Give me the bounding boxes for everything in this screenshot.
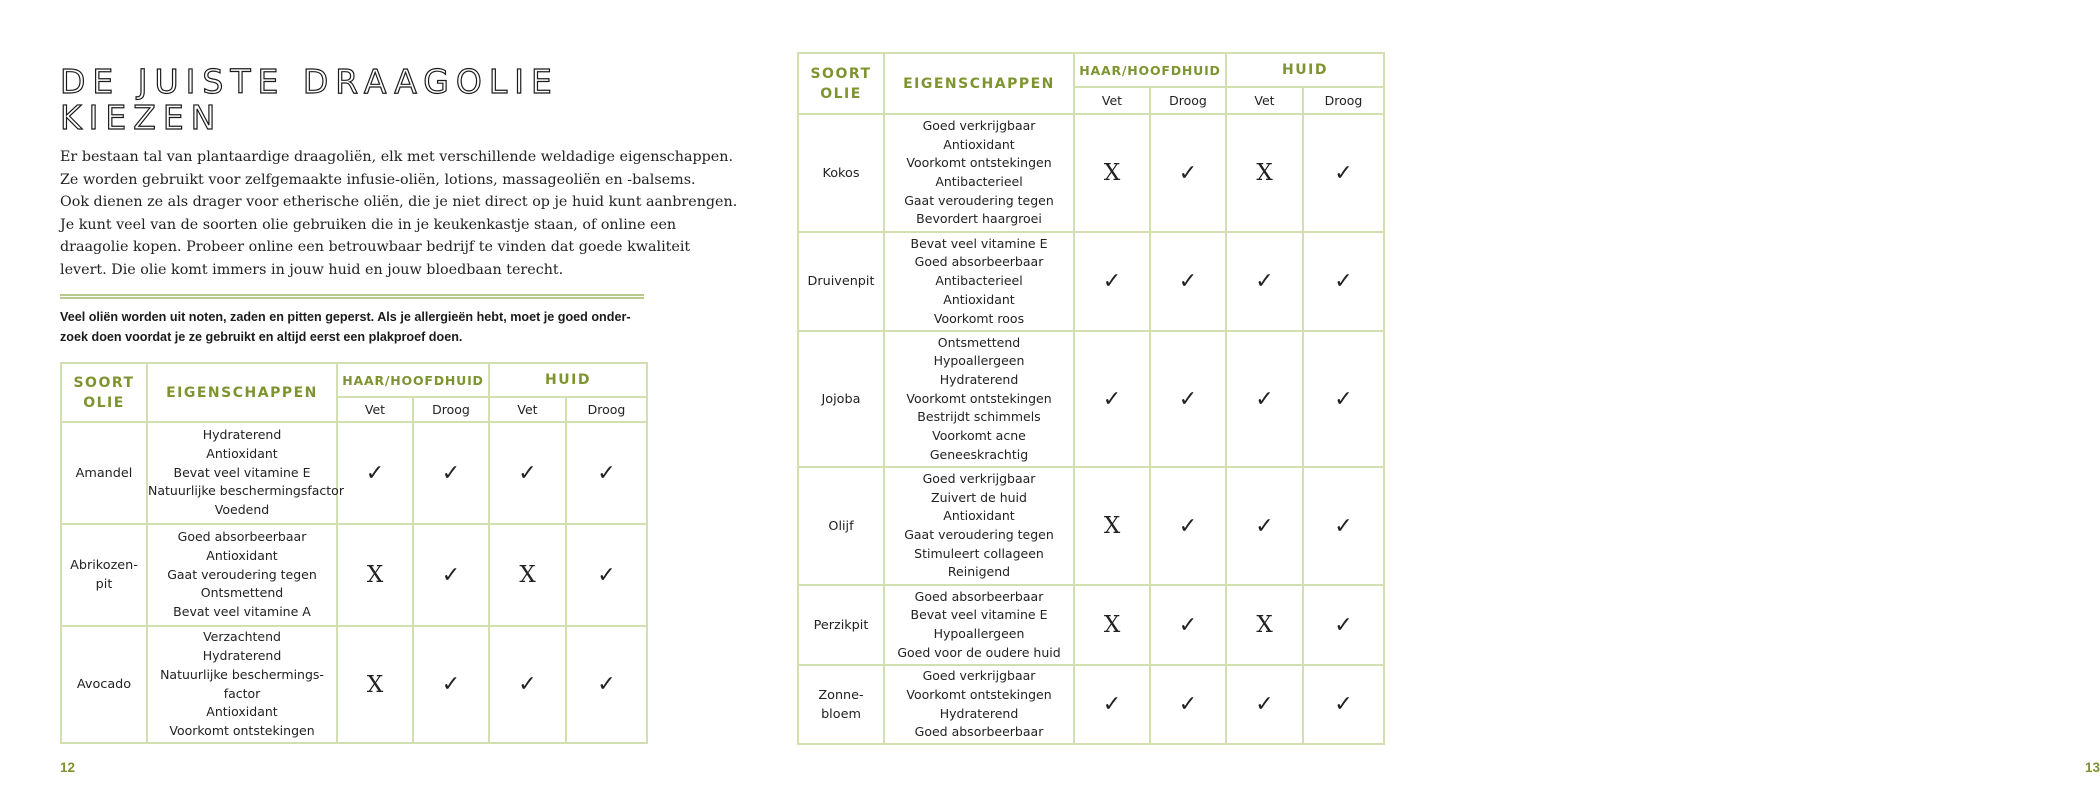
check-mark: ✓: [413, 626, 489, 743]
table-row: [61, 422, 647, 524]
oil-name: [61, 524, 147, 626]
col-header-oil-line: OLIE: [83, 394, 125, 411]
intro-line: Ook dienen ze als drager voor etherische oliën, die je niet direct op je huid kunt aanbrengen.: [60, 194, 738, 210]
oil-name-line: bloem: [821, 706, 861, 722]
property-item: Antioxidant: [943, 291, 1015, 307]
property-item: Antibacterieel: [935, 273, 1023, 289]
oil-name-line: Perzikpit: [813, 617, 869, 633]
oil-name: [798, 467, 884, 585]
oil-table-left: [60, 362, 648, 744]
oil-table-right: [797, 52, 1385, 745]
check-mark: ✓: [1150, 232, 1226, 331]
oil-name-line: Kokos: [822, 165, 860, 181]
property-item: Natuurlijke beschermingsfactor: [148, 483, 344, 499]
property-item: Zuivert de huid: [931, 489, 1027, 505]
check-mark: ✓: [1074, 331, 1150, 467]
table-row: [798, 114, 1384, 232]
property-item: factor: [223, 685, 261, 701]
property-item: Bevat veel vitamine A: [173, 604, 311, 620]
properties-cell: [884, 467, 1074, 585]
table-row: [61, 626, 647, 743]
property-item: Goed absorbeerbaar: [914, 588, 1044, 604]
col-header-oil-line: OLIE: [820, 85, 862, 102]
property-item: Hydraterend: [939, 705, 1019, 721]
title-line: KIEZEN: [60, 98, 223, 137]
check-mark: ✓: [1226, 232, 1303, 331]
cross-mark: X: [337, 524, 413, 626]
check-mark: ✓: [1150, 467, 1226, 585]
col-header-props: EIGENSCHAPPEN: [147, 363, 337, 422]
sub-header-vet: Vet: [337, 397, 413, 422]
cross-mark: X: [1226, 585, 1303, 665]
sub-header-vet: Vet: [489, 397, 566, 422]
properties-cell: [147, 422, 344, 524]
page-title: [60, 64, 660, 136]
check-mark: ✓: [489, 626, 566, 743]
property-item: Bevordert haargroei: [916, 211, 1042, 227]
property-item: Voorkomt ontstekingen: [906, 686, 1052, 702]
sub-header-droog: Droog: [1150, 87, 1226, 114]
sub-header-droog: Droog: [566, 397, 647, 422]
oil-name: [61, 422, 147, 524]
property-item: Hypoallergeen: [933, 353, 1025, 369]
properties-cell: [884, 585, 1074, 665]
property-item: Bevat veel vitamine E: [910, 607, 1048, 623]
col-header-oil: [798, 53, 884, 114]
check-mark: ✓: [1150, 114, 1226, 232]
property-item: Goed voor de oudere huid: [897, 644, 1061, 660]
check-mark: ✓: [1226, 467, 1303, 585]
oil-name: [798, 232, 884, 331]
oil-name-line: Zonne-: [818, 687, 864, 703]
oil-name: [798, 331, 884, 467]
intro-line: draagolie kopen. Probeer online een betrouwbaar bedrijf te vinden dat goede kwaliteit: [60, 239, 691, 255]
oil-name-line: Abrikozen-: [70, 558, 138, 573]
col-group-skin: HUID: [1226, 53, 1384, 87]
property-item: Gaat veroudering tegen: [904, 527, 1054, 542]
property-item: Goed verkrijgbaar: [922, 470, 1036, 486]
sub-header-droog: Droog: [413, 397, 489, 422]
property-item: Voedend: [214, 502, 270, 518]
property-item: Hydraterend: [939, 371, 1019, 387]
property-item: Ontsmettend: [200, 585, 284, 601]
table-row: [61, 524, 647, 626]
oil-name-line: pit: [95, 577, 113, 592]
property-item: Goed absorbeerbaar: [177, 529, 307, 545]
property-item: Hydraterend: [202, 648, 282, 664]
property-item: Voorkomt roos: [933, 310, 1025, 326]
table-row: [798, 232, 1384, 331]
note-line: zoek doen voordat je ze gebruikt en altijd eerst een plakproef doen.: [60, 330, 463, 344]
oil-name-line: Amandel: [75, 465, 133, 481]
table-row: [798, 331, 1384, 467]
property-item: Natuurlijke beschermings-: [160, 666, 324, 682]
property-item: Gaat veroudering tegen: [904, 192, 1054, 208]
divider-rule: [60, 294, 644, 299]
intro-line: levert. Die olie komt immers in jouw huid en jouw bloedbaan terecht.: [60, 261, 564, 278]
col-group-hair: HAAR/HOOFDHUID: [1074, 53, 1226, 87]
property-item: Bestrijdt schimmels: [917, 409, 1041, 425]
oil-name: [61, 626, 147, 743]
intro-line: Ze worden gebruikt voor zelfgemaakte infusie-oliën, lotions, massageoliën en -balsems.: [60, 171, 696, 188]
check-mark: ✓: [413, 422, 489, 524]
note-line: Veel oliën worden uit noten, zaden en pitten geperst. Als je allergieën hebt, moet je goed onder-: [60, 310, 631, 324]
oil-name-line: Olijf: [828, 518, 854, 534]
check-mark: ✓: [1226, 331, 1303, 467]
check-mark: ✓: [1303, 585, 1384, 665]
table-row: [798, 467, 1384, 585]
table-row: [798, 585, 1384, 665]
col-header-props: EIGENSCHAPPEN: [884, 53, 1074, 114]
sub-header-droog: Droog: [1303, 87, 1384, 114]
property-item: Verzachtend: [203, 629, 281, 645]
property-item: Voorkomt ontstekingen: [169, 722, 315, 738]
col-group-hair: HAAR/HOOFDHUID: [337, 363, 489, 397]
property-item: Ontsmettend: [937, 334, 1021, 350]
table-row: [798, 665, 1384, 744]
property-item: Voorkomt acne: [932, 428, 1026, 444]
cross-mark: X: [1074, 467, 1150, 585]
cross-mark: X: [489, 524, 566, 626]
check-mark: ✓: [1074, 232, 1150, 331]
property-item: Antioxidant: [943, 508, 1015, 524]
intro-line: Er bestaan tal van plantaardige draagoliën, elk met verschillende weldadige eigenschappen.: [60, 149, 734, 165]
properties-cell: [147, 524, 337, 626]
property-item: Hydraterend: [202, 427, 282, 443]
check-mark: ✓: [1150, 665, 1226, 744]
property-item: Antioxidant: [943, 136, 1015, 152]
oil-name: [798, 114, 884, 232]
sub-header-vet: Vet: [1226, 87, 1303, 114]
col-header-oil-line: SOORT: [73, 374, 135, 391]
col-header-oil-line: SOORT: [810, 65, 872, 82]
check-mark: ✓: [489, 422, 566, 524]
property-item: Antioxidant: [206, 445, 278, 461]
property-item: Goed absorbeerbaar: [914, 254, 1044, 270]
property-item: Reinigend: [947, 564, 1011, 580]
property-item: Goed absorbeerbaar: [914, 724, 1044, 740]
check-mark: ✓: [1150, 331, 1226, 467]
property-item: Antioxidant: [206, 547, 278, 563]
check-mark: ✓: [1150, 585, 1226, 665]
check-mark: ✓: [1303, 331, 1384, 467]
check-mark: ✓: [566, 422, 647, 524]
oil-name-line: Avocado: [76, 677, 132, 692]
left-page: [0, 0, 738, 805]
property-item: Antibacterieel: [935, 174, 1023, 189]
intro-paragraph: [60, 146, 738, 281]
col-header-oil: [61, 363, 147, 422]
oil-name-line: Jojoba: [821, 391, 861, 407]
check-mark: ✓: [337, 422, 413, 524]
property-item: Goed verkrijgbaar: [922, 668, 1036, 684]
cross-mark: X: [1226, 114, 1303, 232]
check-mark: ✓: [413, 524, 489, 626]
property-item: Gaat veroudering tegen: [167, 566, 317, 582]
check-mark: ✓: [1303, 665, 1384, 744]
properties-cell: [884, 665, 1074, 744]
sub-header-vet: Vet: [1074, 87, 1150, 114]
intro-line: Je kunt veel van de soorten olie gebruiken die in je keukenkastje staan, of online een: [60, 216, 677, 233]
property-item: Bevat veel vitamine E: [910, 235, 1048, 251]
cross-mark: X: [337, 626, 413, 743]
property-item: Voorkomt ontstekingen: [906, 155, 1052, 171]
property-item: Goed verkrijgbaar: [922, 117, 1036, 133]
oil-name: [798, 585, 884, 665]
property-item: Hypoallergeen: [933, 626, 1025, 641]
cross-mark: X: [1074, 114, 1150, 232]
properties-cell: [884, 114, 1074, 232]
check-mark: ✓: [566, 626, 647, 743]
page-number: 12: [60, 760, 76, 775]
property-item: Stimuleert collageen: [914, 545, 1044, 561]
property-item: Bevat veel vitamine E: [173, 464, 311, 480]
cross-mark: X: [1074, 585, 1150, 665]
col-group-skin: HUID: [489, 363, 647, 397]
check-mark: ✓: [1226, 665, 1303, 744]
check-mark: ✓: [1303, 232, 1384, 331]
title-line: DE JUISTE DRAAGOLIE: [60, 62, 559, 101]
allergy-note: [60, 307, 660, 347]
oil-name-line: Druivenpit: [807, 274, 875, 289]
properties-cell: [884, 331, 1074, 467]
properties-cell: [147, 626, 337, 743]
page-number: 13: [2085, 760, 2100, 775]
properties-cell: [884, 232, 1074, 331]
check-mark: ✓: [1303, 467, 1384, 585]
check-mark: ✓: [1303, 114, 1384, 232]
oil-name: [798, 665, 884, 744]
check-mark: ✓: [566, 524, 647, 626]
property-item: Geneeskrachtig: [929, 446, 1029, 462]
property-item: Antioxidant: [206, 704, 278, 720]
check-mark: ✓: [1074, 665, 1150, 744]
property-item: Voorkomt ontstekingen: [906, 390, 1052, 406]
